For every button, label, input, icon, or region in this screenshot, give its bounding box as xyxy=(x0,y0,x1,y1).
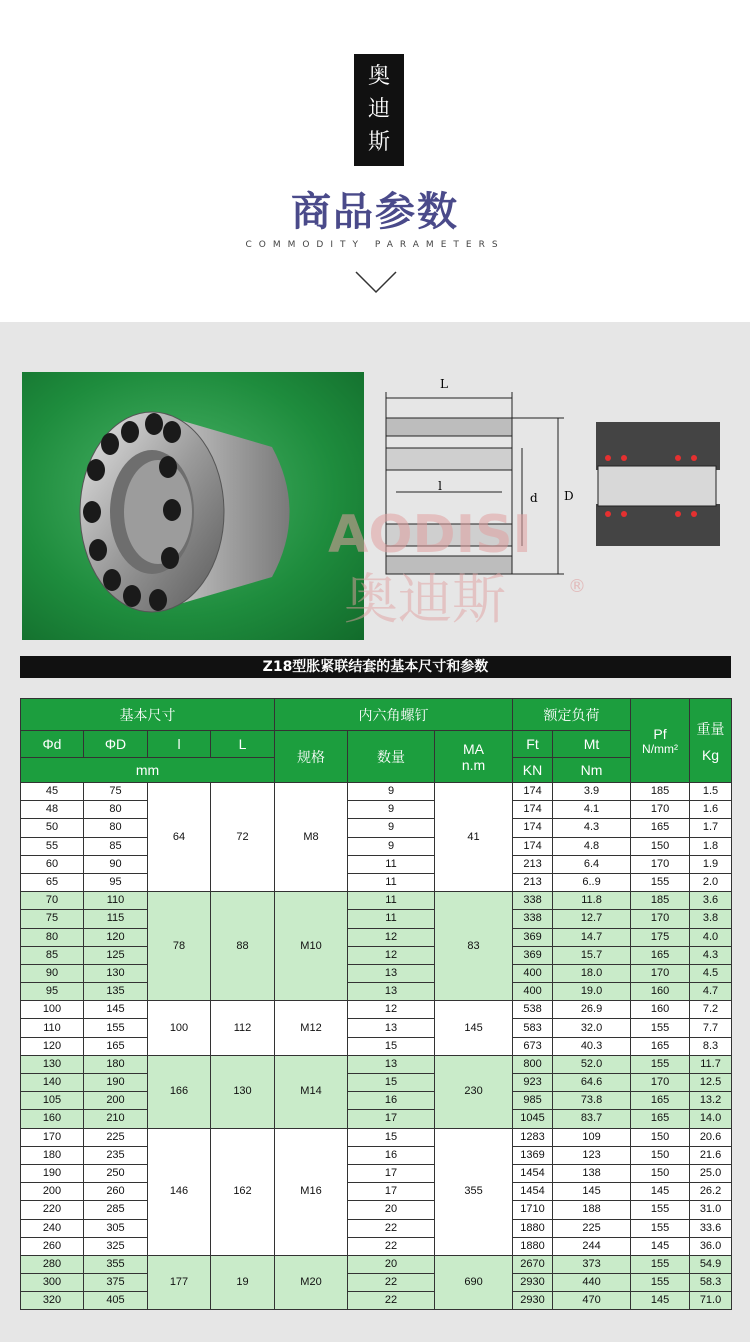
cell-weight: 3.8 xyxy=(690,910,732,928)
cell-ft: 213 xyxy=(513,873,553,891)
cell-mt: 15.7 xyxy=(553,946,631,964)
cell-ft: 400 xyxy=(513,983,553,1001)
cell-qty: 13 xyxy=(348,1019,435,1037)
cell-ft: 1880 xyxy=(513,1237,553,1255)
header-weight-unit: Kg xyxy=(701,746,720,763)
table-row xyxy=(21,1037,732,1055)
cell-pf: 160 xyxy=(631,983,690,1001)
cell-ft: 1710 xyxy=(513,1201,553,1219)
cell-d: 130 xyxy=(21,1055,84,1073)
cell-pf: 155 xyxy=(631,1219,690,1237)
cell-D: 325 xyxy=(84,1237,148,1255)
cell-d: 80 xyxy=(21,928,84,946)
cell-weight: 7.2 xyxy=(690,1001,732,1019)
cell-mt: 19.0 xyxy=(553,983,631,1001)
cell-spec: M8 xyxy=(275,783,348,892)
cell-qty: 16 xyxy=(348,1146,435,1164)
cell-pf: 170 xyxy=(631,1074,690,1092)
cell-d: 300 xyxy=(21,1274,84,1292)
cell-D: 225 xyxy=(84,1128,148,1146)
cell-ma: 230 xyxy=(435,1055,513,1128)
cell-pf: 165 xyxy=(631,1092,690,1110)
cell-qty: 20 xyxy=(348,1255,435,1273)
header-mt: Mt xyxy=(553,731,631,758)
cell-D: 110 xyxy=(84,892,148,910)
header-d: Φd xyxy=(21,731,84,758)
cell-mt: 3.9 xyxy=(553,783,631,801)
page-subtitle: COMMODITY PARAMETERS xyxy=(245,240,505,250)
cell-D: 260 xyxy=(84,1183,148,1201)
cell-pf: 150 xyxy=(631,1164,690,1182)
cell-mt: 26.9 xyxy=(553,1001,631,1019)
cell-qty: 9 xyxy=(348,801,435,819)
cell-weight: 33.6 xyxy=(690,1219,732,1237)
label-l: l xyxy=(438,479,442,493)
table-row xyxy=(21,837,732,855)
header-mt-unit: Nm xyxy=(553,758,631,783)
header-ma-unit: n.m xyxy=(461,756,486,773)
cell-qty: 22 xyxy=(348,1219,435,1237)
cell-weight: 12.5 xyxy=(690,1074,732,1092)
cell-ft: 1454 xyxy=(513,1164,553,1182)
cell-d: 90 xyxy=(21,964,84,982)
cell-L: 72 xyxy=(211,783,275,892)
cell-pf: 150 xyxy=(631,1146,690,1164)
cell-weight: 20.6 xyxy=(690,1128,732,1146)
cell-qty: 9 xyxy=(348,783,435,801)
cell-pf: 150 xyxy=(631,1128,690,1146)
cell-weight: 4.5 xyxy=(690,964,732,982)
cell-d: 120 xyxy=(21,1037,84,1055)
table-row xyxy=(21,1146,732,1164)
cell-ma: 145 xyxy=(435,1001,513,1056)
cell-pf: 170 xyxy=(631,910,690,928)
table-row xyxy=(21,1055,732,1073)
cell-d: 140 xyxy=(21,1074,84,1092)
table-row xyxy=(21,946,732,964)
header-weight-label: 重量 xyxy=(696,720,725,737)
label-d: d xyxy=(530,491,538,505)
cell-pf: 150 xyxy=(631,837,690,855)
cell-pf: 165 xyxy=(631,946,690,964)
cell-weight: 1.9 xyxy=(690,855,732,873)
cell-D: 235 xyxy=(84,1146,148,1164)
cell-pf: 160 xyxy=(631,1001,690,1019)
cell-mt: 440 xyxy=(553,1274,631,1292)
cell-pf: 155 xyxy=(631,1201,690,1219)
table-row xyxy=(21,1255,732,1273)
header-ft: Ft xyxy=(513,731,553,758)
cell-l: 166 xyxy=(148,1055,211,1128)
cell-weight: 21.6 xyxy=(690,1146,732,1164)
cell-mt: 11.8 xyxy=(553,892,631,910)
cell-ft: 2670 xyxy=(513,1255,553,1273)
header-ma-label: MA xyxy=(463,740,485,757)
cell-d: 280 xyxy=(21,1255,84,1273)
watermark-latin: AODISI xyxy=(328,505,532,565)
cell-pf: 145 xyxy=(631,1183,690,1201)
header-weight xyxy=(690,699,732,783)
cell-mt: 52.0 xyxy=(553,1055,631,1073)
cell-mt: 123 xyxy=(553,1146,631,1164)
header-pf-unit: N/mm² xyxy=(642,741,679,756)
cell-qty: 12 xyxy=(348,1001,435,1019)
cell-qty: 15 xyxy=(348,1037,435,1055)
cell-D: 125 xyxy=(84,946,148,964)
cell-spec: M14 xyxy=(275,1055,348,1128)
cell-mt: 6..9 xyxy=(553,873,631,891)
cell-ft: 985 xyxy=(513,1092,553,1110)
brand-char: 斯 xyxy=(367,130,390,155)
cell-ft: 369 xyxy=(513,928,553,946)
table-row xyxy=(21,1019,732,1037)
table-row xyxy=(21,983,732,1001)
cell-qty: 13 xyxy=(348,983,435,1001)
cell-mt: 18.0 xyxy=(553,964,631,982)
cell-qty: 11 xyxy=(348,873,435,891)
cell-ma: 83 xyxy=(435,892,513,1001)
cell-pf: 165 xyxy=(631,1110,690,1128)
cell-weight: 4.3 xyxy=(690,946,732,964)
cell-spec: M16 xyxy=(275,1128,348,1255)
table-row xyxy=(21,1201,732,1219)
cell-weight: 36.0 xyxy=(690,1237,732,1255)
cell-d: 170 xyxy=(21,1128,84,1146)
cell-qty: 9 xyxy=(348,819,435,837)
cell-d: 75 xyxy=(21,910,84,928)
table-row xyxy=(21,910,732,928)
cell-l: 78 xyxy=(148,892,211,1001)
header-basic-dimensions: 基本尺寸 xyxy=(21,699,275,731)
table-row xyxy=(21,892,732,910)
cell-spec: M10 xyxy=(275,892,348,1001)
cell-D: 90 xyxy=(84,855,148,873)
cell-weight: 4.0 xyxy=(690,928,732,946)
table-title: Z18型胀紧联结套的基本尺寸和参数 xyxy=(20,656,731,678)
cell-qty: 22 xyxy=(348,1292,435,1310)
cell-pf: 170 xyxy=(631,964,690,982)
cell-mt: 12.7 xyxy=(553,910,631,928)
cell-pf: 165 xyxy=(631,1037,690,1055)
cell-qty: 11 xyxy=(348,910,435,928)
cell-pf: 170 xyxy=(631,801,690,819)
cell-mt: 4.8 xyxy=(553,837,631,855)
cell-D: 80 xyxy=(84,819,148,837)
cell-weight: 4.7 xyxy=(690,983,732,1001)
table-row xyxy=(21,1237,732,1255)
cell-qty: 12 xyxy=(348,946,435,964)
table-body xyxy=(21,783,732,1310)
cell-L: 112 xyxy=(211,1001,275,1056)
table-row xyxy=(21,819,732,837)
cell-mt: 109 xyxy=(553,1128,631,1146)
cell-weight: 13.2 xyxy=(690,1092,732,1110)
cell-qty: 13 xyxy=(348,1055,435,1073)
cell-D: 375 xyxy=(84,1274,148,1292)
cell-D: 80 xyxy=(84,801,148,819)
cell-mt: 145 xyxy=(553,1183,631,1201)
table-row xyxy=(21,1001,732,1019)
cell-weight: 54.9 xyxy=(690,1255,732,1273)
cell-D: 190 xyxy=(84,1074,148,1092)
header-hex-bolt: 内六角螺钉 xyxy=(275,699,513,731)
cell-d: 50 xyxy=(21,819,84,837)
cell-qty: 9 xyxy=(348,837,435,855)
table-row xyxy=(21,855,732,873)
header-pf xyxy=(631,699,690,783)
brand-char: 迪 xyxy=(367,97,390,122)
cell-weight: 7.7 xyxy=(690,1019,732,1037)
cell-mt: 138 xyxy=(553,1164,631,1182)
cell-pf: 185 xyxy=(631,783,690,801)
cell-L: 130 xyxy=(211,1055,275,1128)
cell-ft: 1880 xyxy=(513,1219,553,1237)
cell-mt: 244 xyxy=(553,1237,631,1255)
cell-pf: 155 xyxy=(631,1055,690,1073)
cell-pf: 155 xyxy=(631,873,690,891)
header-l: l xyxy=(148,731,211,758)
cell-d: 190 xyxy=(21,1164,84,1182)
cell-qty: 12 xyxy=(348,928,435,946)
cell-qty: 22 xyxy=(348,1274,435,1292)
cell-D: 85 xyxy=(84,837,148,855)
cell-qty: 11 xyxy=(348,855,435,873)
cell-qty: 17 xyxy=(348,1164,435,1182)
cell-d: 180 xyxy=(21,1146,84,1164)
cell-d: 48 xyxy=(21,801,84,819)
cell-d: 60 xyxy=(21,855,84,873)
cell-weight: 3.6 xyxy=(690,892,732,910)
table-row xyxy=(21,1183,732,1201)
table-row xyxy=(21,1292,732,1310)
header-ma xyxy=(435,731,513,783)
cell-qty: 17 xyxy=(348,1183,435,1201)
chevron-down-icon xyxy=(355,270,397,294)
table-row xyxy=(21,964,732,982)
cell-ma: 41 xyxy=(435,783,513,892)
cell-d: 220 xyxy=(21,1201,84,1219)
cell-weight: 26.2 xyxy=(690,1183,732,1201)
cell-D: 120 xyxy=(84,928,148,946)
cell-qty: 15 xyxy=(348,1128,435,1146)
cell-mt: 225 xyxy=(553,1219,631,1237)
cell-weight: 11.7 xyxy=(690,1055,732,1073)
cell-ft: 174 xyxy=(513,783,553,801)
cell-pf: 165 xyxy=(631,819,690,837)
cell-l: 177 xyxy=(148,1255,211,1310)
cell-ft: 174 xyxy=(513,801,553,819)
cell-qty: 16 xyxy=(348,1092,435,1110)
cell-d: 65 xyxy=(21,873,84,891)
label-L: L xyxy=(440,377,448,391)
cell-qty: 11 xyxy=(348,892,435,910)
cell-pf: 185 xyxy=(631,892,690,910)
cell-ft: 400 xyxy=(513,964,553,982)
label-D: D xyxy=(564,489,574,503)
brand-watermark xyxy=(250,470,610,630)
brand-char: 奥 xyxy=(367,64,390,89)
cell-d: 200 xyxy=(21,1183,84,1201)
cell-d: 240 xyxy=(21,1219,84,1237)
cell-mt: 4.1 xyxy=(553,801,631,819)
cell-mt: 73.8 xyxy=(553,1092,631,1110)
cell-D: 75 xyxy=(84,783,148,801)
cell-ft: 338 xyxy=(513,910,553,928)
cell-pf: 155 xyxy=(631,1255,690,1273)
cell-ft: 800 xyxy=(513,1055,553,1073)
cell-d: 320 xyxy=(21,1292,84,1310)
cell-qty: 20 xyxy=(348,1201,435,1219)
cell-D: 285 xyxy=(84,1201,148,1219)
cell-weight: 2.0 xyxy=(690,873,732,891)
cell-ma: 690 xyxy=(435,1255,513,1310)
header-rated-load: 额定负荷 xyxy=(513,699,631,731)
cell-mt: 470 xyxy=(553,1292,631,1310)
cell-D: 250 xyxy=(84,1164,148,1182)
table-row xyxy=(21,1128,732,1146)
table-row xyxy=(21,1110,732,1128)
cell-weight: 14.0 xyxy=(690,1110,732,1128)
cell-pf: 145 xyxy=(631,1237,690,1255)
cell-ft: 1454 xyxy=(513,1183,553,1201)
header-qty: 数量 xyxy=(348,731,435,783)
cell-d: 70 xyxy=(21,892,84,910)
cell-mt: 64.6 xyxy=(553,1074,631,1092)
watermark-cn: 奥迪斯 xyxy=(344,568,506,630)
cell-d: 160 xyxy=(21,1110,84,1128)
cell-D: 210 xyxy=(84,1110,148,1128)
cell-D: 355 xyxy=(84,1255,148,1273)
cell-weight: 31.0 xyxy=(690,1201,732,1219)
cell-D: 305 xyxy=(84,1219,148,1237)
header-ft-unit: KN xyxy=(513,758,553,783)
cell-weight: 1.8 xyxy=(690,837,732,855)
cell-mt: 188 xyxy=(553,1201,631,1219)
cell-spec: M12 xyxy=(275,1001,348,1056)
cell-mt: 32.0 xyxy=(553,1019,631,1037)
cell-pf: 170 xyxy=(631,855,690,873)
cell-weight: 58.3 xyxy=(690,1274,732,1292)
cell-ft: 338 xyxy=(513,892,553,910)
cell-mt: 4.3 xyxy=(553,819,631,837)
header-D: ΦD xyxy=(84,731,148,758)
brand-badge xyxy=(354,54,404,166)
parameter-table xyxy=(20,698,732,1310)
table-row xyxy=(21,1092,732,1110)
cell-qty: 17 xyxy=(348,1110,435,1128)
cell-l: 146 xyxy=(148,1128,211,1255)
cell-d: 105 xyxy=(21,1092,84,1110)
cell-mt: 14.7 xyxy=(553,928,631,946)
cell-pf: 145 xyxy=(631,1292,690,1310)
cell-l: 64 xyxy=(148,783,211,892)
cell-ft: 673 xyxy=(513,1037,553,1055)
cell-D: 95 xyxy=(84,873,148,891)
cell-ft: 369 xyxy=(513,946,553,964)
cell-ft: 1045 xyxy=(513,1110,553,1128)
cell-ma: 355 xyxy=(435,1128,513,1255)
cell-ft: 174 xyxy=(513,819,553,837)
cell-pf: 155 xyxy=(631,1019,690,1037)
cell-D: 115 xyxy=(84,910,148,928)
header-spec: 规格 xyxy=(275,731,348,783)
cell-d: 110 xyxy=(21,1019,84,1037)
cell-D: 130 xyxy=(84,964,148,982)
cell-D: 405 xyxy=(84,1292,148,1310)
watermark-registered: ® xyxy=(568,576,586,597)
header-mm-unit: mm xyxy=(21,758,275,783)
cell-L: 19 xyxy=(211,1255,275,1310)
cell-spec: M20 xyxy=(275,1255,348,1310)
header-L: L xyxy=(211,731,275,758)
table-row xyxy=(21,928,732,946)
cell-mt: 373 xyxy=(553,1255,631,1273)
cell-ft: 583 xyxy=(513,1019,553,1037)
cell-D: 180 xyxy=(84,1055,148,1073)
cell-mt: 6.4 xyxy=(553,855,631,873)
cell-mt: 83.7 xyxy=(553,1110,631,1128)
table-row xyxy=(21,1164,732,1182)
cell-l: 100 xyxy=(148,1001,211,1056)
table-row xyxy=(21,1219,732,1237)
table-row xyxy=(21,801,732,819)
cell-d: 100 xyxy=(21,1001,84,1019)
cell-qty: 13 xyxy=(348,964,435,982)
cell-qty: 22 xyxy=(348,1237,435,1255)
cell-ft: 2930 xyxy=(513,1274,553,1292)
cell-d: 55 xyxy=(21,837,84,855)
cell-d: 45 xyxy=(21,783,84,801)
cell-weight: 8.3 xyxy=(690,1037,732,1055)
cell-ft: 1369 xyxy=(513,1146,553,1164)
table-row xyxy=(21,1074,732,1092)
table-row xyxy=(21,1274,732,1292)
cell-D: 145 xyxy=(84,1001,148,1019)
cell-ft: 174 xyxy=(513,837,553,855)
cell-weight: 71.0 xyxy=(690,1292,732,1310)
cell-weight: 25.0 xyxy=(690,1164,732,1182)
cell-pf: 175 xyxy=(631,928,690,946)
cell-d: 95 xyxy=(21,983,84,1001)
cell-ft: 2930 xyxy=(513,1292,553,1310)
cell-d: 260 xyxy=(21,1237,84,1255)
cell-ft: 213 xyxy=(513,855,553,873)
cell-D: 135 xyxy=(84,983,148,1001)
cell-L: 162 xyxy=(211,1128,275,1255)
cell-mt: 40.3 xyxy=(553,1037,631,1055)
header-pf-label: Pf xyxy=(653,725,667,742)
header-section xyxy=(0,0,750,322)
cell-weight: 1.6 xyxy=(690,801,732,819)
cell-D: 155 xyxy=(84,1019,148,1037)
table-row xyxy=(21,873,732,891)
cell-ft: 1283 xyxy=(513,1128,553,1146)
cell-D: 165 xyxy=(84,1037,148,1055)
cell-ft: 538 xyxy=(513,1001,553,1019)
table-row xyxy=(21,783,732,801)
cell-d: 85 xyxy=(21,946,84,964)
cell-weight: 1.7 xyxy=(690,819,732,837)
page-title: 商品参数 xyxy=(291,189,459,235)
cell-pf: 155 xyxy=(631,1274,690,1292)
cell-weight: 1.5 xyxy=(690,783,732,801)
cell-qty: 15 xyxy=(348,1074,435,1092)
cell-D: 200 xyxy=(84,1092,148,1110)
cell-L: 88 xyxy=(211,892,275,1001)
cell-ft: 923 xyxy=(513,1074,553,1092)
